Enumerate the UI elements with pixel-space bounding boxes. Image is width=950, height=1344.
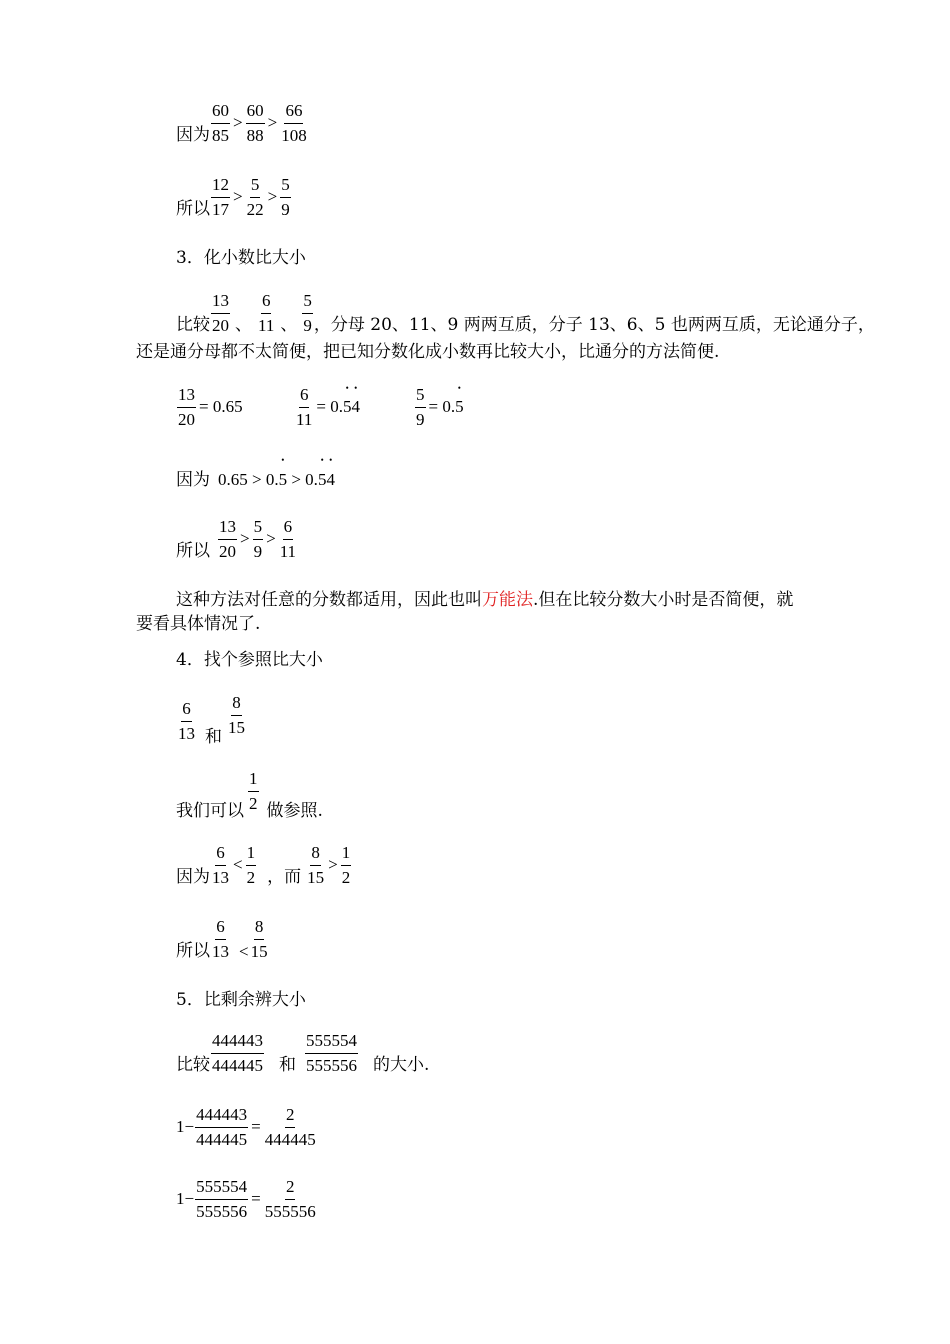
heading-text: 5．比剩余辨大小 — [176, 990, 306, 1010]
fraction: $\frac{6}{13}$ — [212, 843, 229, 887]
repeating-digit: • 5 — [279, 468, 288, 492]
equals: = — [251, 1117, 261, 1136]
fraction: $\frac{6}{11}$ — [296, 385, 313, 429]
fraction: $\frac{13}{20}$ — [219, 517, 236, 561]
fraction: $\frac{5}{22}$ — [246, 175, 264, 219]
fraction: $\frac{5}{9}$ — [416, 385, 425, 429]
repeating-digit: • 5 — [343, 396, 352, 418]
note-paragraph: 这种方法对任意的分数都适用，因此也叫万能法.但在比较分数大小时是否简便，就 要看具体情况了. — [136, 590, 794, 634]
fraction: $\frac{2}{444445}$ — [264, 1105, 316, 1149]
because-inequality-row — [176, 100, 309, 147]
reference-text: 做参照. — [266, 801, 323, 821]
repeating-digit: • 4 — [351, 396, 360, 418]
fraction: $\frac{6}{11}$ — [279, 517, 297, 561]
because-label: 因为 — [176, 867, 210, 887]
fraction: $\frac{555554}{555556}$ — [306, 1031, 357, 1075]
heading-text: 4．找个参照比大小 — [176, 650, 323, 670]
one-minus: 1− — [176, 1117, 195, 1136]
fraction: $\frac{13}{20}$ — [178, 385, 195, 429]
so-inequality-row — [176, 516, 298, 563]
so-label: 所以 — [176, 541, 210, 561]
and-label: 和 — [279, 1055, 296, 1075]
fraction: $\frac{8}{15}$ — [228, 693, 245, 737]
fraction: $\frac{12}{17}$ — [212, 175, 229, 219]
fraction: $\frac{444443}{444445}$ — [212, 1031, 263, 1075]
equation-rhs: = 0.• 5• 4 — [314, 396, 362, 418]
remainder-equation — [176, 1176, 318, 1223]
fraction: $\frac{6}{13}$ — [178, 699, 195, 743]
repeating-digit: • 5 — [318, 468, 327, 492]
fraction: $\frac{6}{13}$ — [212, 917, 229, 961]
fraction: $\frac{8}{15}$ — [250, 917, 268, 961]
heading-text: 3．化小数比大小 — [176, 248, 306, 268]
repeating-digit: • 5 — [455, 396, 464, 418]
less-than: < — [239, 942, 249, 961]
because-decimal-row — [176, 468, 335, 492]
compare-label: 比较 — [176, 315, 210, 335]
greater-than: > — [240, 529, 250, 548]
fraction: $\frac{1}{2}$ — [249, 769, 258, 813]
reference-text: 我们可以 — [176, 801, 244, 821]
paragraph-continuation: 还是通分母都不太简便，把已知分数化成小数再比较大小，比通分的方法简便. — [136, 342, 720, 362]
section-heading — [176, 246, 306, 270]
equals: = — [251, 1189, 261, 1208]
fraction: $\frac{2}{555556}$ — [264, 1177, 316, 1221]
fraction: $\frac{8}{15}$ — [307, 843, 325, 887]
fraction: $\frac{1}{2}$ — [246, 843, 256, 887]
fractions-pair-row — [176, 692, 247, 745]
section-heading — [176, 648, 323, 672]
because-inequality-row — [176, 842, 352, 889]
fraction: $\frac{60}{88}$ — [246, 101, 264, 145]
fraction: $\frac{555554}{555556}$ — [196, 1177, 248, 1221]
greater-than: > — [267, 113, 278, 132]
less-than: < — [233, 855, 243, 874]
decimal-equation — [414, 384, 466, 431]
greater-than: > — [266, 529, 276, 548]
compare-row — [176, 290, 875, 337]
equation-rhs: = 0.65 — [199, 397, 243, 416]
so-label: 所以 — [176, 199, 210, 219]
greater-than: > — [233, 187, 243, 206]
and-label: 和 — [205, 727, 222, 747]
decimal-equation — [294, 384, 362, 431]
decimal-comparison: 0.65 > 0.• 5 > 0.• 5• 4 — [210, 468, 335, 492]
compare-row — [176, 1030, 429, 1077]
so-inequality-row — [176, 916, 270, 963]
fraction: $\frac{13}{20}$ — [212, 291, 229, 335]
fraction: $\frac{444443}{444445}$ — [196, 1105, 248, 1149]
paragraph-text: ，分母 20、11、9 两两互质，分子 13、6、5 也两两互质，无论通分子， — [313, 315, 875, 335]
fraction: $\frac{1}{2}$ — [341, 843, 351, 887]
while-label: ，而 — [267, 867, 302, 887]
tail-text: 的大小. — [373, 1055, 430, 1075]
fraction: $\frac{5}{9}$ — [281, 175, 290, 219]
greater-than: > — [328, 855, 338, 874]
remainder-equation — [176, 1104, 318, 1151]
so-inequality-row — [176, 174, 292, 221]
separator: 、 — [280, 315, 298, 335]
fraction: $\frac{5}{9}$ — [303, 291, 312, 335]
fraction: $\frac{60}{85}$ — [212, 101, 229, 145]
equation-rhs: = 0.• 5 — [427, 396, 466, 418]
fraction: $\frac{5}{9}$ — [253, 517, 263, 561]
highlight-term: 万能法 — [482, 590, 533, 610]
because-label: 因为 — [176, 470, 210, 490]
compare-label: 比较 — [176, 1055, 210, 1075]
greater-than: > — [233, 113, 243, 132]
repeating-digit: • 4 — [326, 468, 335, 492]
fraction: $\frac{66}{108}$ — [281, 101, 307, 145]
separator: 、 — [235, 315, 252, 335]
one-minus: 1− — [176, 1189, 195, 1208]
greater-than: > — [267, 187, 278, 206]
because-label: 因为 — [176, 125, 210, 145]
section-heading — [176, 988, 306, 1012]
fraction: $\frac{6}{11}$ — [258, 291, 275, 335]
reference-row — [176, 768, 323, 823]
decimal-equation — [176, 384, 245, 431]
so-label: 所以 — [176, 941, 210, 961]
